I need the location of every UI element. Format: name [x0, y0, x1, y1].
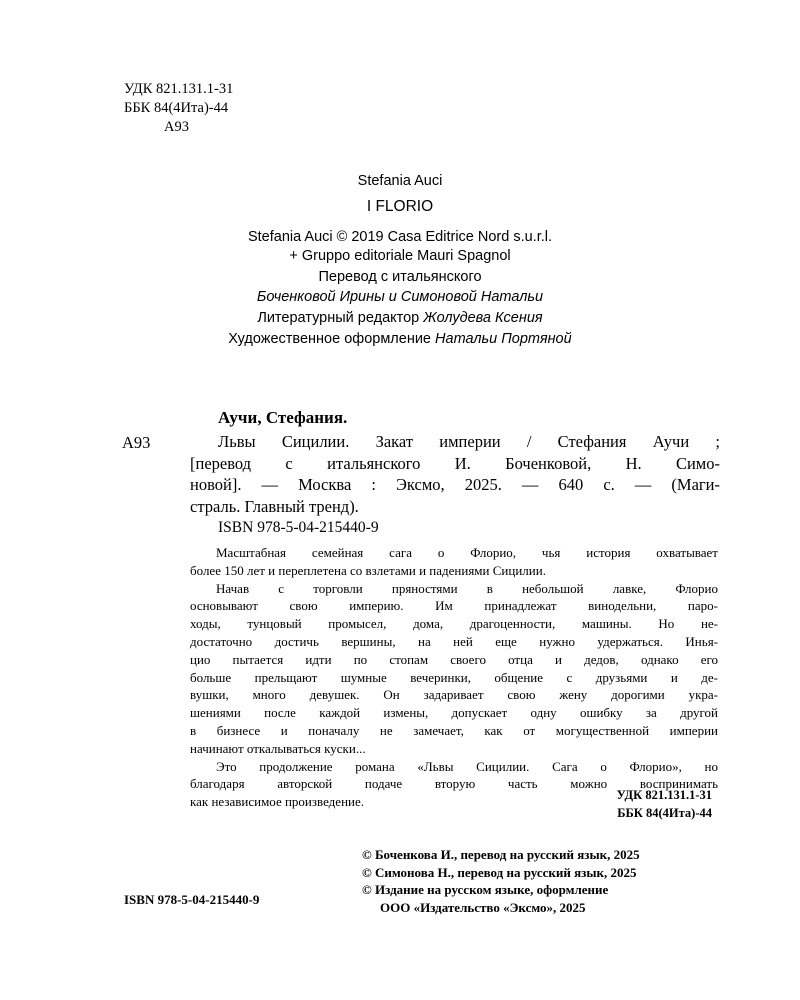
isbn-main: ISBN 978-5-04-215440-9 [218, 519, 379, 536]
isbn-bottom: ISBN 978-5-04-215440-9 [124, 892, 260, 907]
bbk-code: ББК 84(4Ита)-44 [124, 100, 229, 116]
bbk-code-bottom: ББК 84(4Ита)-44 [617, 806, 712, 820]
catalog-line: страль. Главный тренд). [190, 496, 359, 516]
annotation-line: больше прельщают шумные вечеринки, общение с друзьями и де- [190, 669, 718, 685]
catalog-line: [перевод с итальянского И. Боченковой, Н. Симо- [190, 453, 720, 473]
annotation-line: достаточно достичь вершины, на ней еще нужно удержаться. Инья- [190, 633, 718, 649]
copyright-line: ООО «Издательство «Эксмо», 2025 [380, 899, 586, 915]
author-mark: А93 [164, 119, 189, 135]
annotation-line: цио пытается идти по стопам своего отца и дедов, однако его [190, 651, 718, 667]
design-label: Художественное оформление [228, 331, 436, 347]
annotation-line: более 150 лет и переплетена со взлетами и падениями Сицилии. [190, 562, 546, 578]
editor-name: Жолудева Ксения [423, 310, 543, 326]
annotation-line: шениями после каждой измены, допускает одну ошибку за другой [190, 705, 718, 721]
annotation-line: Масштабная семейная сага о Флорио, чья история охватывает [216, 545, 718, 560]
original-author: Stefania Auci [357, 173, 443, 189]
original-copyright-line1: Stefania Auci © 2019 Casa Editrice Nord s.u.r.l. [247, 229, 553, 245]
catalog-description [190, 431, 720, 517]
design-line [0, 331, 800, 347]
annotation-line: основывают свою империю. Им принадлежат винодельни, паро- [190, 598, 718, 614]
copyright-line: © Боченкова И., перевод на русский язык, 2025 [362, 847, 640, 862]
annotation-line: Это продолжение романа «Львы Сицилии. Сага о Флорио», но [216, 758, 718, 774]
translation-label: Перевод с итальянского [318, 269, 482, 285]
editor-line [0, 310, 800, 326]
annotation-line: вушки, много девушек. Он задаривает свою жену дорогими укра- [190, 687, 718, 703]
design-name: Натальи Портяной [435, 331, 572, 347]
udk-code-bottom: УДК 821.131.1-31 [616, 788, 712, 802]
classification-block-bottom [617, 786, 712, 822]
annotation [190, 544, 718, 811]
catalog-line: Львы Сицилии. Закат империи / Стефания Аучи ; [218, 432, 720, 451]
annotation-line: в бизнесе и поначалу не замечает, как от могущественной империи [190, 722, 718, 738]
copyright-block [362, 846, 640, 916]
annotation-line: начинают откалываться куски... [190, 740, 366, 756]
catalog-code: А93 [122, 433, 151, 452]
translators: Боченковой Ирины и Симоновой Натальи [256, 289, 544, 305]
annotation-line: благодаря авторской подаче вторую часть можно воспринимать [190, 776, 718, 792]
classification-block-top [124, 80, 233, 137]
annotation-line: как независимое произведение. [190, 794, 365, 810]
annotation-line: ходы, тунцовый промысел, дома, драгоценности, машины. Но не- [190, 616, 718, 632]
copyright-line: © Издание на русском языке, оформление [362, 882, 609, 897]
annotation-line: Начав с торговли пряностями в небольшой лавке, Флорио [216, 580, 718, 596]
editor-label: Литературный редактор [257, 310, 424, 326]
copyright-line: © Симонова Н., перевод на русский язык, 2025 [362, 864, 637, 880]
original-copyright-line2: + Gruppo editoriale Mauri Spagnol [289, 248, 511, 264]
original-title: I FLORIO [366, 198, 434, 215]
catalog-line: новой]. — Москва : Эксмо, 2025. — 640 с. — (Маги- [190, 475, 720, 494]
catalog-heading: Аучи, Стефания. [218, 408, 348, 427]
udk-code: УДК 821.131.1-31 [124, 81, 234, 97]
